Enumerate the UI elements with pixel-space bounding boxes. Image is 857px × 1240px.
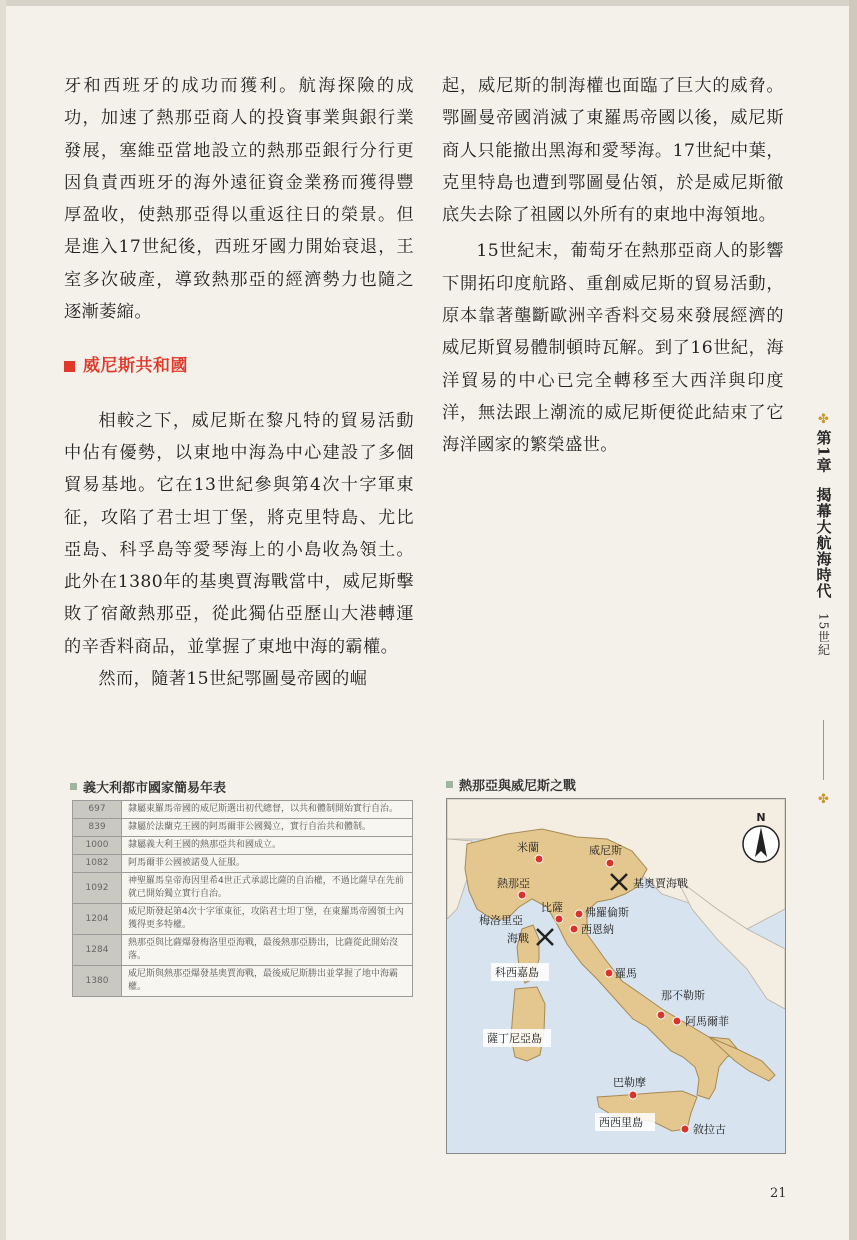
event-cell: 威尼斯與熱那亞爆發基奧賈海戰，最後威尼斯勝出並掌握了地中海霸權。: [122, 966, 413, 997]
italy-map: [446, 798, 786, 1154]
paragraph: 然而，隨著15世紀鄂圖曼帝國的崛: [98, 669, 368, 690]
paragraph: 15世紀末，葡萄牙在熱那亞商人的影響下開拓印度航路、重創威尼斯的貿易活動，原本靠著壟斷歐洲辛香料交易來發展經濟的威尼斯貿易體制頓時瓦解。到了16世紀，海洋貿易的中心已完全轉移至大西洋與印度洋，無法跟上潮流的威尼斯便從此結束了它海洋國家的繁榮盛世。: [442, 241, 784, 456]
table-row: [73, 801, 413, 819]
city-label-venice: 威尼斯: [589, 844, 622, 857]
city-dot-genoa: [518, 891, 526, 899]
city-label-florence: 佛羅倫斯: [585, 906, 629, 919]
ornament-icon: ✤: [818, 792, 829, 807]
year-cell: 1380: [73, 966, 122, 997]
city-dot-pisa: [555, 915, 563, 923]
north-label: N: [756, 811, 766, 824]
event-cell: 隸屬於法蘭克王國的阿馬爾菲公國獨立，實行自治共和體制。: [122, 819, 413, 837]
city-dot-milan: [535, 855, 543, 863]
ornament-icon: ✤: [818, 412, 829, 427]
city-label-naples: 那不勒斯: [661, 989, 705, 1002]
page-edge: [849, 0, 857, 1240]
chapter-sidebar: [809, 430, 839, 657]
table-row: [73, 819, 413, 837]
city-label-milan: 米蘭: [517, 841, 539, 854]
event-cell: 神聖羅馬皇帝海因里希4世正式承認比薩的自治權，不過比薩早在先前就已開始獨立實行自治。: [122, 873, 413, 904]
city-dot-palermo: [629, 1091, 637, 1099]
city-dot-syracuse: [681, 1125, 689, 1133]
paragraph: 相較之下，威尼斯在黎凡特的貿易活動中佔有優勢，以東地中海為中心建設了多個貿易基地。它在13世紀參與第4次十字軍東征，攻陷了君士坦丁堡，將克里特島、尤比亞島、科孚島等愛琴海上的小島收為領土。此外在1380年的基奧賈海戰當中，威尼斯擊敗了宿敵熱那亞，從此獨佔亞歷山大港轉運的辛香料商品，並掌握了東地中海的霸權。: [64, 410, 414, 657]
year-cell: 1082: [73, 855, 122, 873]
city-dot-siena: [570, 925, 578, 933]
city-label-amalfi: 阿馬爾菲: [685, 1015, 729, 1028]
table-row: [73, 966, 413, 997]
city-dot-venice: [606, 859, 614, 867]
page-number: 21: [770, 1186, 787, 1201]
event-cell: 隸屬東羅馬帝國的威尼斯選出初代總督，以共和體制開始實行自治。: [122, 801, 413, 819]
year-cell: 1204: [73, 904, 122, 935]
section-heading: [64, 350, 414, 382]
right-text-column: [442, 70, 784, 462]
left-text-column: [64, 70, 414, 695]
city-dot-florence: [575, 910, 583, 918]
event-cell: 隸屬義大利王國的熱那亞共和國成立。: [122, 837, 413, 855]
island-label-corsica: 科西嘉島: [495, 966, 539, 979]
event-cell: 熱那亞與比薩爆發梅洛里亞海戰，最後熱那亞勝出，比薩從此開始沒落。: [122, 935, 413, 966]
sidebar-divider: [823, 720, 824, 780]
chapter-label: 第1章: [814, 430, 833, 474]
city-label-rome: 羅馬: [615, 967, 637, 980]
battle-label-meloria-2: 海戰: [507, 932, 529, 945]
map-title-text: 熱那亞與威尼斯之戰: [459, 779, 577, 794]
city-dot-amalfi: [673, 1017, 681, 1025]
year-cell: 1092: [73, 873, 122, 904]
battle-label-chioggia: 基奧賈海戰: [633, 877, 688, 890]
era-label: 15世紀: [816, 613, 831, 657]
year-cell: 1284: [73, 935, 122, 966]
city-dot-rome: [605, 969, 613, 977]
table-row: [73, 855, 413, 873]
table-row: [73, 837, 413, 855]
page-edge: [0, 0, 857, 6]
island-label-sardinia: 薩丁尼亞島: [487, 1032, 542, 1045]
timeline-title-text: 義大利都市國家簡易年表: [83, 781, 227, 796]
year-cell: 697: [73, 801, 122, 819]
city-label-syracuse: 敘拉古: [693, 1123, 726, 1136]
island-label-sicily: 西西里島: [599, 1116, 643, 1129]
year-cell: 1000: [73, 837, 122, 855]
section-heading-text: 威尼斯共和國: [83, 356, 188, 377]
paragraph: 牙和西班牙的成功而獲利。航海探險的成功，加速了熱那亞商人的投資事業與銀行業發展，塞維亞當地設立的熱那亞銀行分行更因負責西班牙的海外遠征資金業務而獲得豐厚盈收，使熱那亞得以重返往日的榮景。但是進入17世紀後，西班牙國力開始衰退，王室多次破產，導致熱那亞的經濟勢力也隨之逐漸萎縮。: [64, 76, 414, 323]
event-cell: 阿馬爾菲公國被諾曼人征服。: [122, 855, 413, 873]
table-row: [73, 873, 413, 904]
city-label-genoa: 熱那亞: [497, 877, 530, 890]
city-dot-naples: [657, 1011, 665, 1019]
event-cell: 威尼斯發起第4次十字軍東征，攻陷君士坦丁堡，在東羅馬帝國領土內獲得更多特權。: [122, 904, 413, 935]
table-row: [73, 904, 413, 935]
battle-label-meloria: 梅洛里亞: [479, 914, 523, 927]
title-bullet-icon: [446, 781, 453, 788]
city-label-palermo: 巴勒摩: [613, 1076, 646, 1089]
timeline-table: [72, 800, 413, 997]
year-cell: 839: [73, 819, 122, 837]
map-title: [446, 775, 576, 794]
battle-cross-icon: [537, 929, 553, 945]
page-edge: [0, 0, 6, 1240]
title-bullet-icon: [70, 783, 77, 790]
timeline-title: [70, 777, 226, 796]
city-label-pisa: 比薩: [541, 901, 563, 914]
heading-square-icon: [64, 361, 75, 372]
city-label-siena: 西恩納: [581, 923, 614, 936]
paragraph: 起，威尼斯的制海權也面臨了巨大的威脅。鄂圖曼帝國消滅了東羅馬帝國以後，威尼斯商人只能撤出黑海和愛琴海。17世紀中葉，克里特島也遭到鄂圖曼佔領，於是威尼斯徹底失去除了祖國以外所有的東地中海領地。: [442, 76, 784, 226]
table-row: [73, 935, 413, 966]
chapter-title: 揭幕大航海時代: [814, 487, 833, 600]
sardinia-land: [511, 987, 545, 1061]
